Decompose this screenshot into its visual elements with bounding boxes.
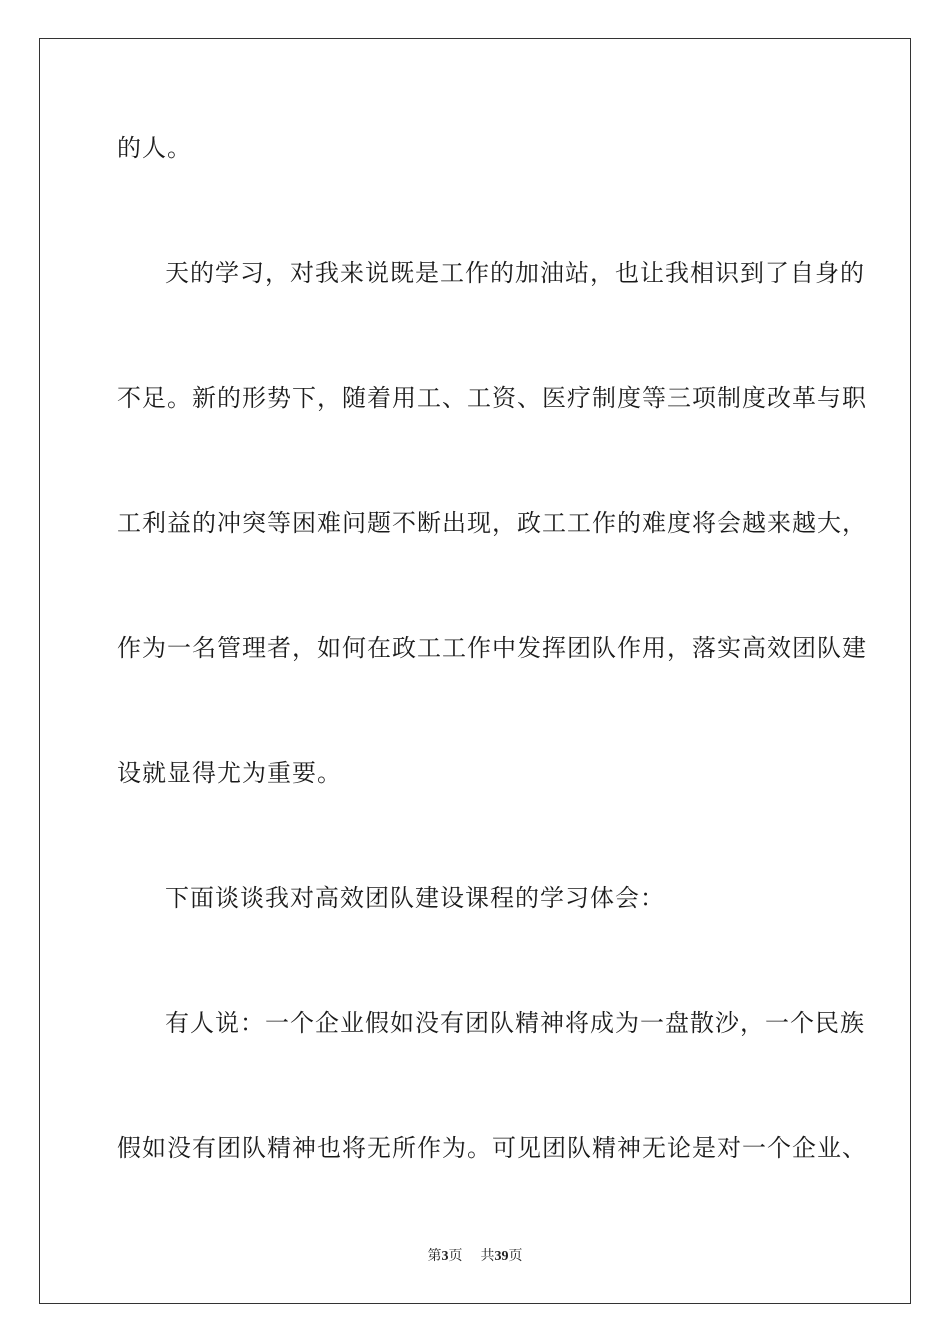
total-suffix: 页 bbox=[508, 1248, 523, 1264]
paragraph-line-2: 天的学习，对我来说既是工作的加油站，也让我相识到了自身的 bbox=[165, 259, 865, 287]
paragraph-line-6: 设就显得尤为重要。 bbox=[117, 759, 342, 787]
page-suffix: 页 bbox=[448, 1248, 463, 1264]
paragraph-line-5: 作为一名管理者，如何在政工工作中发挥团队作用，落实高效团队建 bbox=[117, 634, 867, 662]
total-pages: 39 bbox=[494, 1249, 509, 1264]
page-prefix: 第 bbox=[427, 1248, 442, 1264]
paragraph-line-3: 不足。新的形势下，随着用工、工资、医疗制度等三项制度改革与职 bbox=[117, 384, 867, 412]
paragraph-line-9: 假如没有团队精神也将无所作为。可见团队精神无论是对一个企业、 bbox=[117, 1134, 867, 1162]
text-line-1: 的人。 bbox=[117, 134, 192, 162]
page-frame bbox=[39, 38, 911, 1304]
paragraph-line-8: 有人说：一个企业假如没有团队精神将成为一盘散沙，一个民族 bbox=[165, 1009, 865, 1037]
page-footer bbox=[0, 1246, 950, 1267]
page-number: 3 bbox=[441, 1249, 449, 1264]
paragraph-line-4: 工利益的冲突等困难问题不断出现，政工工作的难度将会越来越大， bbox=[117, 509, 867, 537]
total-prefix: 共 bbox=[480, 1248, 495, 1264]
paragraph-line-7: 下面谈谈我对高效团队建设课程的学习体会： bbox=[165, 884, 665, 912]
